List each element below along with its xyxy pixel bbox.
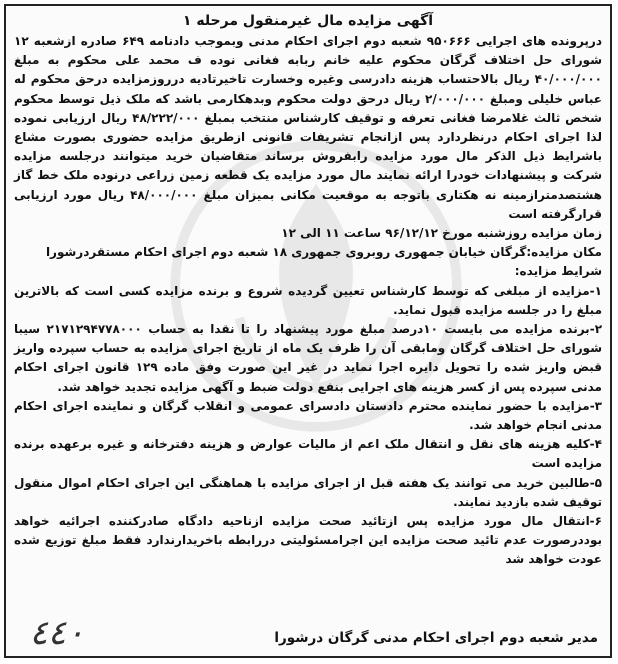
condition-item: ۳-مزایده با حضور نماینده محترم دادستان دادسرای عمومی و انقلاب گرگان و نماینده اجرای احکام مدنی انجام خواهد شد. xyxy=(14,398,602,433)
notice-content xyxy=(14,10,602,656)
condition-item: ۵-طالبین خرید می توانند یک هفته قبل از اجرای مزایده با هماهنگی این اجرای احکام اموال منقول توقیف شده بازدید نمایند. xyxy=(14,475,602,509)
auction-notice xyxy=(4,4,612,658)
conditions-label: شرایط مزایده: xyxy=(514,264,602,279)
signature-line: مدیر شعبه دوم اجرای احکام مدنی گرگان درشورا xyxy=(274,630,598,646)
auction-time: زمان مزایده روزشنبه مورخ ۹۶/۱۲/۱۲ ساعت ۱۱ الی ۱۲ xyxy=(281,226,602,241)
stamp-number: ٤٤٠ xyxy=(29,613,85,653)
notice-title: آگهی مزایده مال غیرمنقول مرحله ۱ xyxy=(182,13,434,29)
notice-body: درپرونده های اجرایی ۹۵۰۶۶۶ شعبه دوم اجرای احکام مدنی وبموجب دادنامه ۶۴۹ صادره ازشعبه ۱۲ شورای حل اختلاف گرگان محکوم علیه خانم ربابه فغانی نوده ف محمد علی محکوم به مبلغ ۴۰/۰۰۰/۰۰۰ ریال بالاحتساب هزینه دادرسی وغیره وخسارت تاخیرتادیه درروزمزایده درحق محکوم له عباس خلیلی ومبلغ ۲/۰۰۰/۰۰۰ ریال درحق دولت محکوم وبدهکارمی باشد که ملک ذیل توسط محکوم شخص ثالث غلامرضا فغانی تعرفه و توقیف کارشناس منتخب بمبلغ ۴۸/۲۲۲/۰۰۰ ریال ارزیابی نموده لذا اجرای احکام درنظردارد پس ازانجام تشریفات قانونی ازطریق مزایده حضوری بصورت مشاع باشرایط ذیل الذکر مال مورد مزایده رابفروش برساند متقاضیان خرید میتوانند درجلسه مزایده شرکت و پیشنهادات خودرا ارائه نمایند مال مورد مزایده یک قطعه زمین زراعی درنوده ملک خط گاز هشتصدمترازمینه نه هکتاری باتوجه به موقعیت مکانی بمیزان مبلغ ۴۸/۰۰۰/۰۰۰ ریال مورد ارزیابی قرارگرفته است xyxy=(14,34,603,221)
handwritten-stamp-icon xyxy=(14,608,100,654)
condition-item: ۱-مزایده از مبلغی که توسط کارشناس تعیین گردیده شروع و برنده مزایده کسی است که بالاترین مبلغ را در جلسه مزایده قبول نماید. xyxy=(14,283,602,317)
condition-item: ۲-برنده مزایده می بایست ۱۰درصد مبلغ مورد پیشنهاد را تا نقدا به حساب ۲۱۷۱۲۹۴۷۷۸۰۰۰ سیبا شورای حل اختلاف گرگان ومابقی آن را ظرف یک ماه از تاریخ اجرای مزایده به حساب سپرده واریز قبض واریز شده را تحویل دایره اجرا نماید در غیر این صورت وفق ماده ۱۲۹ قانون اجرای احکام مدنی سپرده پس از کسر هزینه های اجرایی بنفع دولت ضبط و آگهی مزایده تجدید خواهد شد. xyxy=(14,322,603,394)
condition-item: ۴-کلیه هزینه های نقل و انتقال ملک اعم از مالیات عوارض و هزینه دفترخانه و غیره برعهده برنده مزایده است xyxy=(14,437,602,471)
condition-item: ۶-انتقال مال مورد مزایده پس ازتائید صحت مزایده ازناحیه دادگاه صادرکننده اجرائیه خواهد بوددرصورت عدم تائید صحت مزایده این اجرامسئولیتی دررابطه باخریدارندارد فقط مبلغ توزیع شده عودت خواهد شد xyxy=(14,514,602,567)
auction-place: مکان مزایده:گرگان خیابان جمهوری روبروی جمهوری ۱۸ شعبه دوم اجرای احکام مستقردرشورا xyxy=(45,245,602,260)
